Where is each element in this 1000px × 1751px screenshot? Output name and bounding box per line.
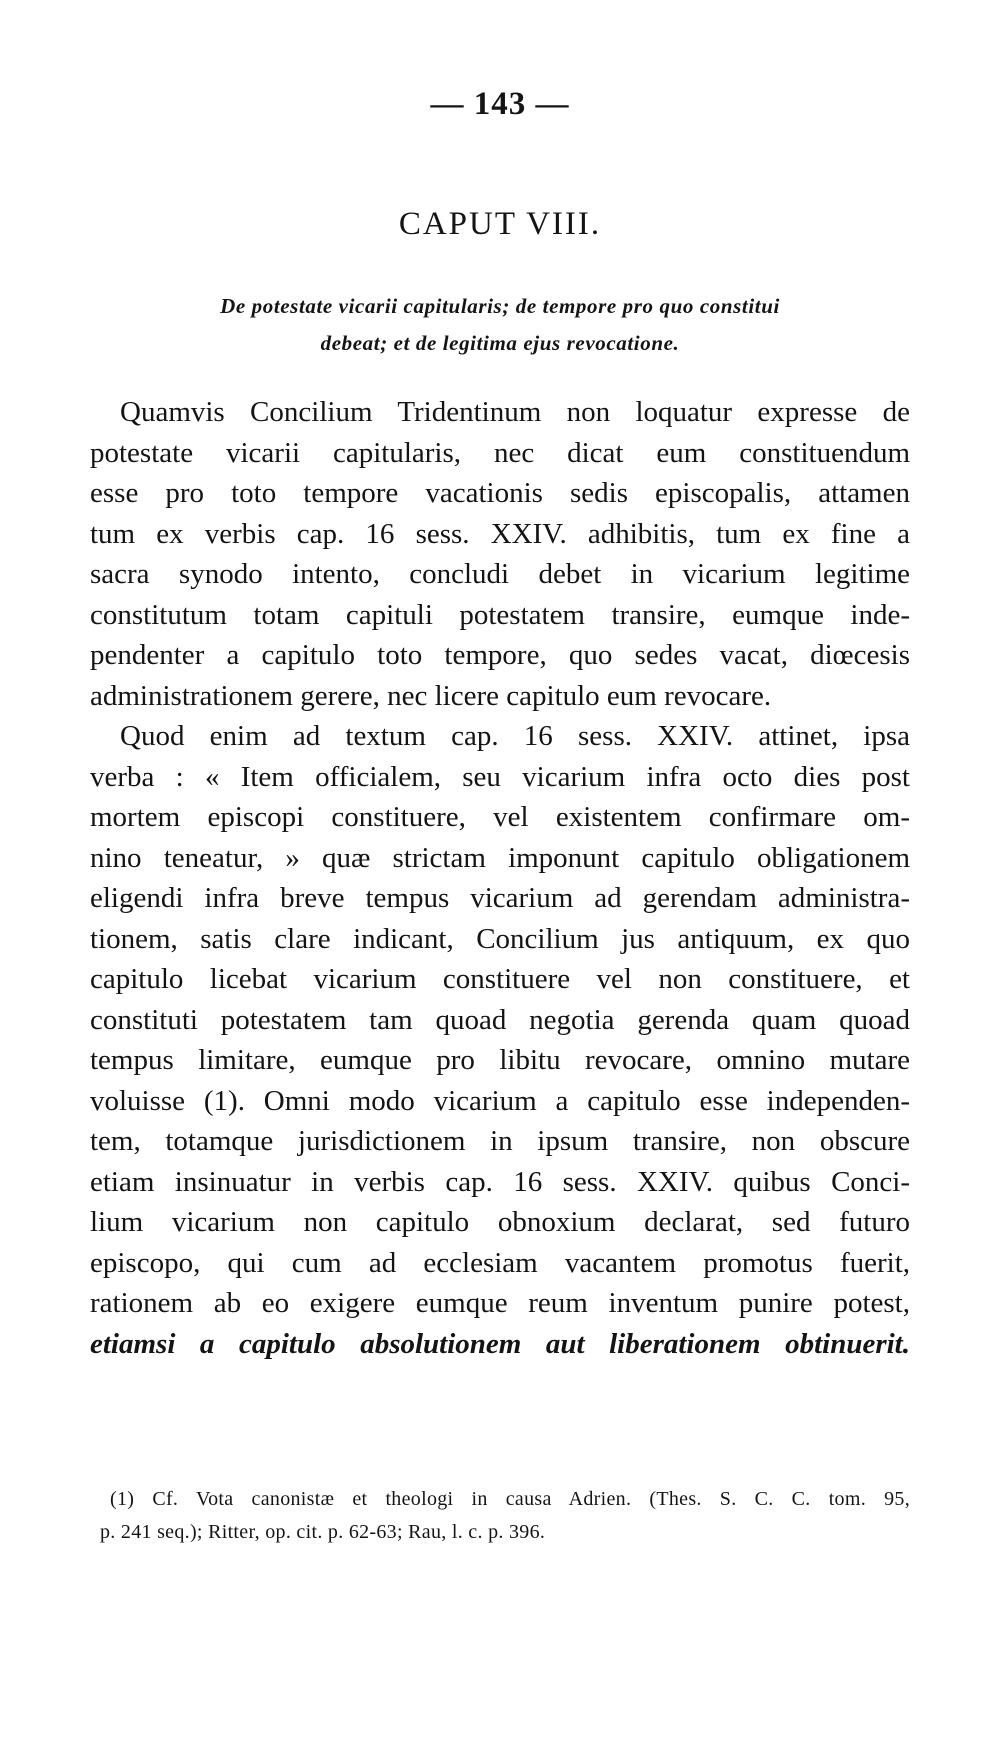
body-line: tempus limitare, eumque pro libitu revocare, omnino mutare — [90, 1044, 910, 1076]
body-line: episcopo, qui cum ad ecclesiam vacantem promotus fuerit, — [90, 1246, 910, 1279]
body-line: tionem, satis clare indicant, Concilium jus antiquum, ex quo — [90, 922, 910, 955]
body-line: tum ex verbis cap. 16 sess. XXIV. adhibitis, tum ex fine a — [90, 517, 910, 550]
page-number: — 143 — — [430, 86, 570, 122]
body-line: etiamsi a capitulo absolutionem aut liberationem obtinuerit. — [90, 1327, 910, 1360]
footnote-line: (1) Cf. Vota canonistæ et theologi in causa Adrien. (Thes. S. C. C. tom. 95, — [110, 1488, 910, 1510]
subtitle-line: De potestate vicarii capitularis; de tempore pro quo constitui — [220, 294, 780, 318]
body-line: tem, totamque jurisdictionem in ipsum transire, non obscure — [90, 1125, 910, 1157]
body-line: constitutum totam capituli potestatem transire, eumque inde- — [90, 598, 910, 631]
body-line: esse pro toto tempore vacationis sedis episcopalis, attamen — [90, 477, 910, 509]
body-line: Quamvis Concilium Tridentinum non loquatur expresse de — [120, 396, 910, 428]
body-line: rationem ab eo exigere eumque reum inventum punire potest, — [90, 1287, 910, 1319]
body-line: lium vicarium non capitulo obnoxium declarat, sed futuro — [90, 1206, 910, 1238]
body-line: Quod enim ad textum cap. 16 sess. XXIV. attinet, ipsa — [120, 720, 910, 752]
body-line: pendenter a capitulo toto tempore, quo sedes vacat, diœcesis — [90, 639, 910, 671]
subtitle-line: debeat; et de legitima ejus revocatione. — [320, 331, 680, 355]
body-line: constituti potestatem tam quoad negotia gerenda quam quoad — [90, 1003, 910, 1036]
body-line: mortem episcopi constituere, vel existentem confirmare om- — [90, 801, 910, 833]
chapter-subtitle — [100, 288, 900, 362]
body-line: sacra synodo intento, concludi debet in vicarium legitime — [90, 558, 910, 590]
chapter-title: CAPUT VIII. — [398, 206, 602, 242]
body-line: capitulo licebat vicarium constituere vel non constituere, et — [90, 963, 910, 995]
body-line: potestate vicarii capitularis, nec dicat eum constituendum — [90, 436, 910, 469]
footnotes — [100, 1483, 910, 1549]
body-line: etiam insinuatur in verbis cap. 16 sess. XXIV. quibus Conci- — [90, 1165, 910, 1198]
body-line: voluisse (1). Omni modo vicarium a capitulo esse independen- — [90, 1084, 910, 1117]
body-line: administrationem gerere, nec licere capitulo eum revocare. — [90, 679, 772, 712]
body-text — [90, 392, 910, 1364]
body-line: eligendi infra breve tempus vicarium ad gerendam administra- — [90, 882, 910, 914]
body-line: nino teneatur, » quæ strictam imponunt capitulo obligationem — [90, 841, 910, 874]
body-line: verba : « Item officialem, seu vicarium infra octo dies post — [90, 760, 910, 793]
footnote-line: p. 241 seq.); Ritter, op. cit. p. 62-63; Rau, l. c. p. 396. — [100, 1521, 546, 1543]
